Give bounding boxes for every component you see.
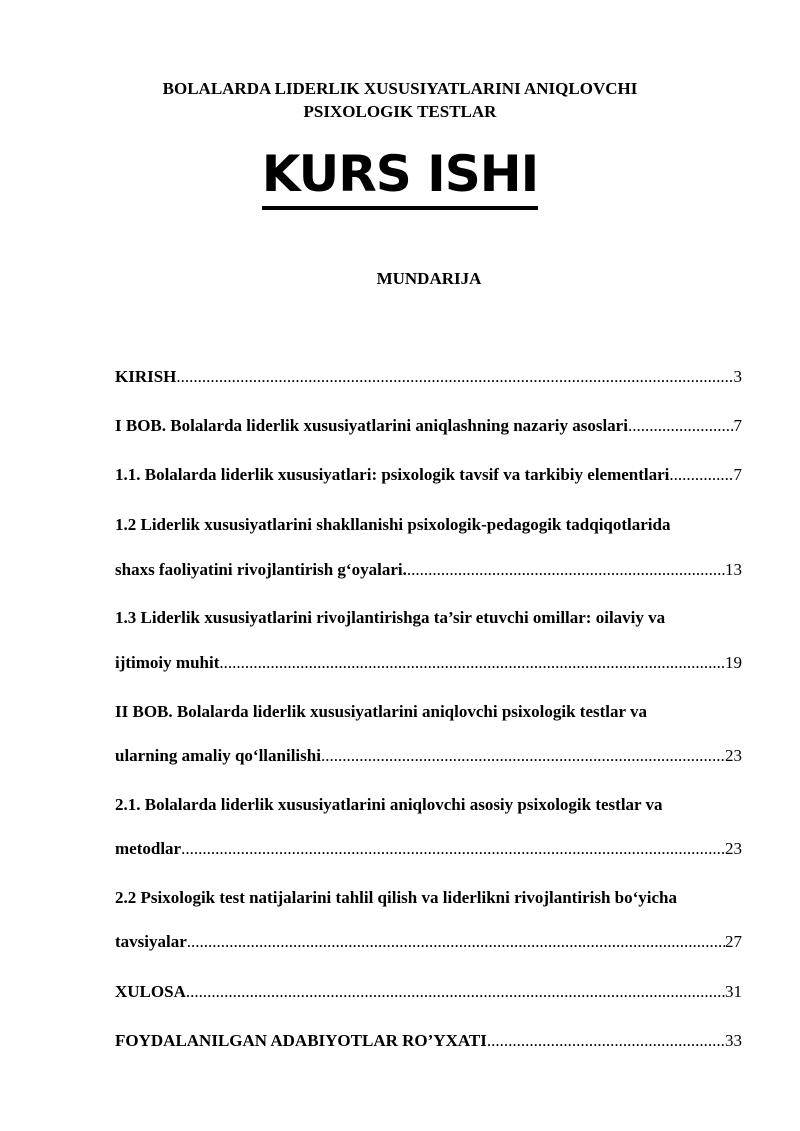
- toc-entry-section-1-2-line-1: 1.2 Liderlik xususiyatlarini shakllanishi psixologik-pedagogik tadqiqotlarida: [115, 515, 671, 534]
- toc-page-number: 19: [725, 653, 742, 672]
- toc-page-number: 13: [725, 560, 742, 579]
- toc-entry-section-1-3-line-1: 1.3 Liderlik xususiyatlarini rivojlantirishga ta’sir etuvchi omillar: oilaviy va: [115, 608, 666, 627]
- toc-entry-label: KIRISH: [115, 367, 177, 386]
- kurs-ishi-heading-block: [0, 142, 800, 210]
- toc-page-number: 3: [733, 367, 742, 386]
- toc-entry-label: ijtimoiy muhit: [115, 653, 220, 672]
- toc-leader-dots: [321, 744, 725, 768]
- toc-leader-dots: [487, 1029, 725, 1053]
- document-title: [0, 77, 800, 123]
- toc-entry-label: FOYDALANILGAN ADABIYOTLAR RO’YXATI: [115, 1031, 487, 1050]
- toc-leader-dots: [187, 930, 725, 954]
- toc-entry-kirish: [115, 365, 742, 389]
- toc-entry-section-2-2-line-1: 2.2 Psixologik test natijalarini tahlil qilish va liderlikni rivojlantirish bo‘yicha: [115, 888, 677, 907]
- toc-entry-section-1-1: [115, 463, 742, 487]
- toc-page-number: 33: [725, 1031, 742, 1050]
- toc-entry-section-2-1: [115, 837, 742, 861]
- toc-page-number: 23: [725, 839, 742, 858]
- toc-entry-label: ularning amaliy qo‘llanilishi: [115, 746, 321, 765]
- title-line-2: PSIXOLOGIK TESTLAR: [303, 102, 497, 121]
- toc-entry-bob-2-line-1: II BOB. Bolalarda liderlik xususiyatlarini aniqlovchi psixologik testlar va: [115, 702, 647, 721]
- toc-leader-dots: [186, 980, 725, 1004]
- toc-entry-label: tavsiyalar: [115, 932, 187, 951]
- toc-leader-dots: [176, 365, 733, 389]
- toc-leader-dots: [219, 651, 725, 675]
- toc-entry-label: 1.1. Bolalarda liderlik xususiyatlari: psixologik tavsif va tarkibiy elementlari: [115, 465, 670, 484]
- toc-entry-section-1-2: [115, 558, 742, 582]
- title-line-1: BOLALARDA LIDERLIK XUSUSIYATLARINI ANIQLOVCHI: [162, 79, 638, 98]
- toc-page-number: 27: [725, 932, 742, 951]
- toc-entry-xulosa: [115, 980, 742, 1004]
- toc-leader-dots: [407, 558, 725, 582]
- toc-entry-section-2-2: [115, 930, 742, 954]
- toc-entry-adabiyotlar: [115, 1029, 742, 1053]
- toc-page-number: 23: [725, 746, 742, 765]
- toc-entry-label: shaxs faoliyatini rivojlantirish g‘oyalari.: [115, 560, 407, 579]
- toc-leader-dots: [181, 837, 725, 861]
- toc-entry-bob-2: [115, 744, 742, 768]
- toc-page-number: 31: [725, 982, 742, 1001]
- toc-entry-bob-1: [115, 414, 742, 438]
- kurs-ishi-heading: KURS ISHI: [262, 142, 538, 210]
- toc-leader-dots: [669, 463, 733, 487]
- toc-page-number: 7: [733, 465, 742, 484]
- toc-entry-label: XULOSA: [115, 982, 186, 1001]
- toc-entry-section-2-1-line-1: 2.1. Bolalarda liderlik xususiyatlarini aniqlovchi asosiy psixologik testlar va: [115, 795, 663, 814]
- toc-entry-label: metodlar: [115, 839, 182, 858]
- contents-heading: MUNDARIJA: [376, 269, 482, 288]
- toc-entry-section-1-3: [115, 651, 742, 675]
- toc-page-number: 7: [733, 416, 742, 435]
- toc-entry-label: I BOB. Bolalarda liderlik xususiyatlarini aniqlashning nazariy asoslari: [115, 416, 628, 435]
- toc-leader-dots: [628, 414, 734, 438]
